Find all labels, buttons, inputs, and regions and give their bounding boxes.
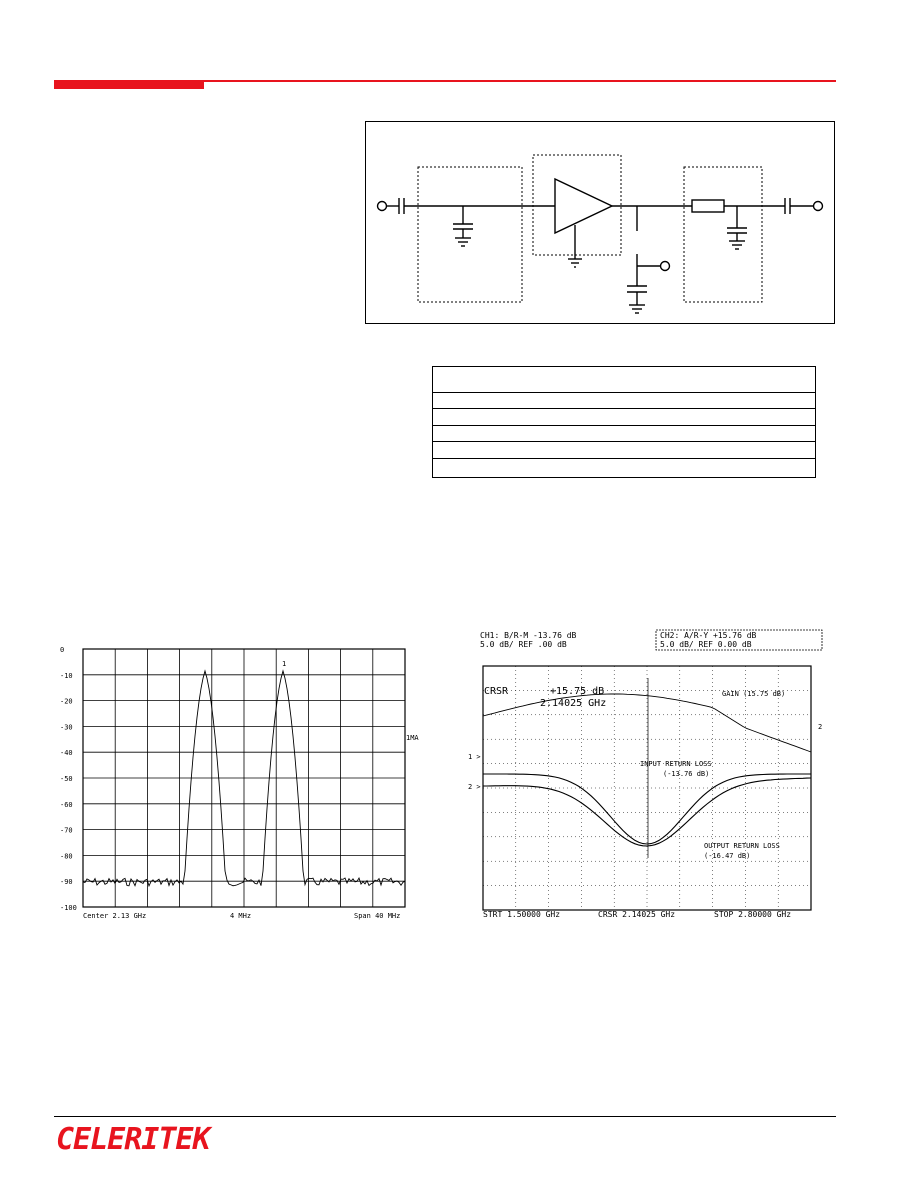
output-value: (-16.47 dB) <box>704 852 751 860</box>
table-row <box>433 441 815 442</box>
input-terminal-icon <box>378 202 387 211</box>
ch1-line2: 5.0 dB/ REF .00 dB <box>480 640 567 649</box>
network-analyzer-plot <box>468 628 828 928</box>
header-accent-bar <box>54 80 204 89</box>
svg-text:CELERITEK: CELERITEK <box>56 1122 210 1155</box>
right-ref-marker: 2 <box>818 723 823 731</box>
y-tick-label: -100 <box>60 904 77 912</box>
y-tick-label: -40 <box>60 749 73 758</box>
cursor-label: CRSR <box>484 686 509 697</box>
y-tick-label: -20 <box>60 697 73 706</box>
gain-label: GAIN (15.75 dB) <box>722 690 786 698</box>
table-row <box>433 458 815 459</box>
y-tick-label: -50 <box>60 775 73 783</box>
footer-stop: STOP 2.80000 GHz <box>714 910 792 919</box>
input-value: (-13.76 dB) <box>663 770 710 778</box>
ch2-line1: CH2: A/R-Y +15.76 dB <box>660 631 757 640</box>
spectrum-footer-left: Center 2.13 GHz <box>83 912 147 920</box>
ref1-marker: 1 > <box>468 753 481 761</box>
footer-rule <box>54 1116 836 1117</box>
table-row <box>433 392 815 393</box>
cursor-value: +15.75 dB <box>550 686 605 697</box>
amplifier-block <box>533 155 621 255</box>
spectrum-plot <box>58 640 428 930</box>
table-row <box>433 408 815 409</box>
y-tick-label: -70 <box>60 826 73 835</box>
y-tick-label: -90 <box>60 878 73 887</box>
output-label: OUTPUT RETURN LOSS <box>704 842 780 850</box>
table-row <box>433 425 815 426</box>
footer-start: STRT 1.50000 GHz <box>483 910 561 919</box>
marker-label: 1 <box>282 660 287 668</box>
input-match-block <box>418 167 522 302</box>
ref2-marker: 2 > <box>468 783 481 791</box>
cursor-freq: 2.14025 GHz <box>540 698 607 709</box>
celeritek-logo <box>54 1121 274 1155</box>
y-tick-label: -60 <box>60 800 73 809</box>
footer-crsr: CRSR 2.14025 GHz <box>598 910 676 919</box>
bias-terminal-icon <box>661 262 670 271</box>
output-terminal-icon <box>814 202 823 211</box>
amplifier-schematic <box>365 121 835 324</box>
ch1-line1: CH1: B/R-M -13.76 dB <box>480 631 577 640</box>
logo-icon <box>54 1121 274 1155</box>
output-match-block <box>684 167 762 302</box>
input-label: INPUT RETURN LOSS <box>640 760 712 768</box>
amplifier-icon <box>555 179 612 233</box>
y-tick-label: -10 <box>60 671 73 680</box>
right-marker-label: 1MA <box>406 734 419 742</box>
spec-table <box>432 366 816 478</box>
y-tick-label: 0 <box>60 646 65 654</box>
spectrum-footer-mid: 4 MHz <box>230 912 252 920</box>
resistor-icon <box>692 200 724 212</box>
y-tick-label: -80 <box>60 852 73 861</box>
y-tick-label: -30 <box>60 723 73 732</box>
spectrum-footer-right: Span 40 MHz <box>354 912 401 920</box>
ch2-line2: 5.0 dB/ REF 0.00 dB <box>660 640 752 649</box>
